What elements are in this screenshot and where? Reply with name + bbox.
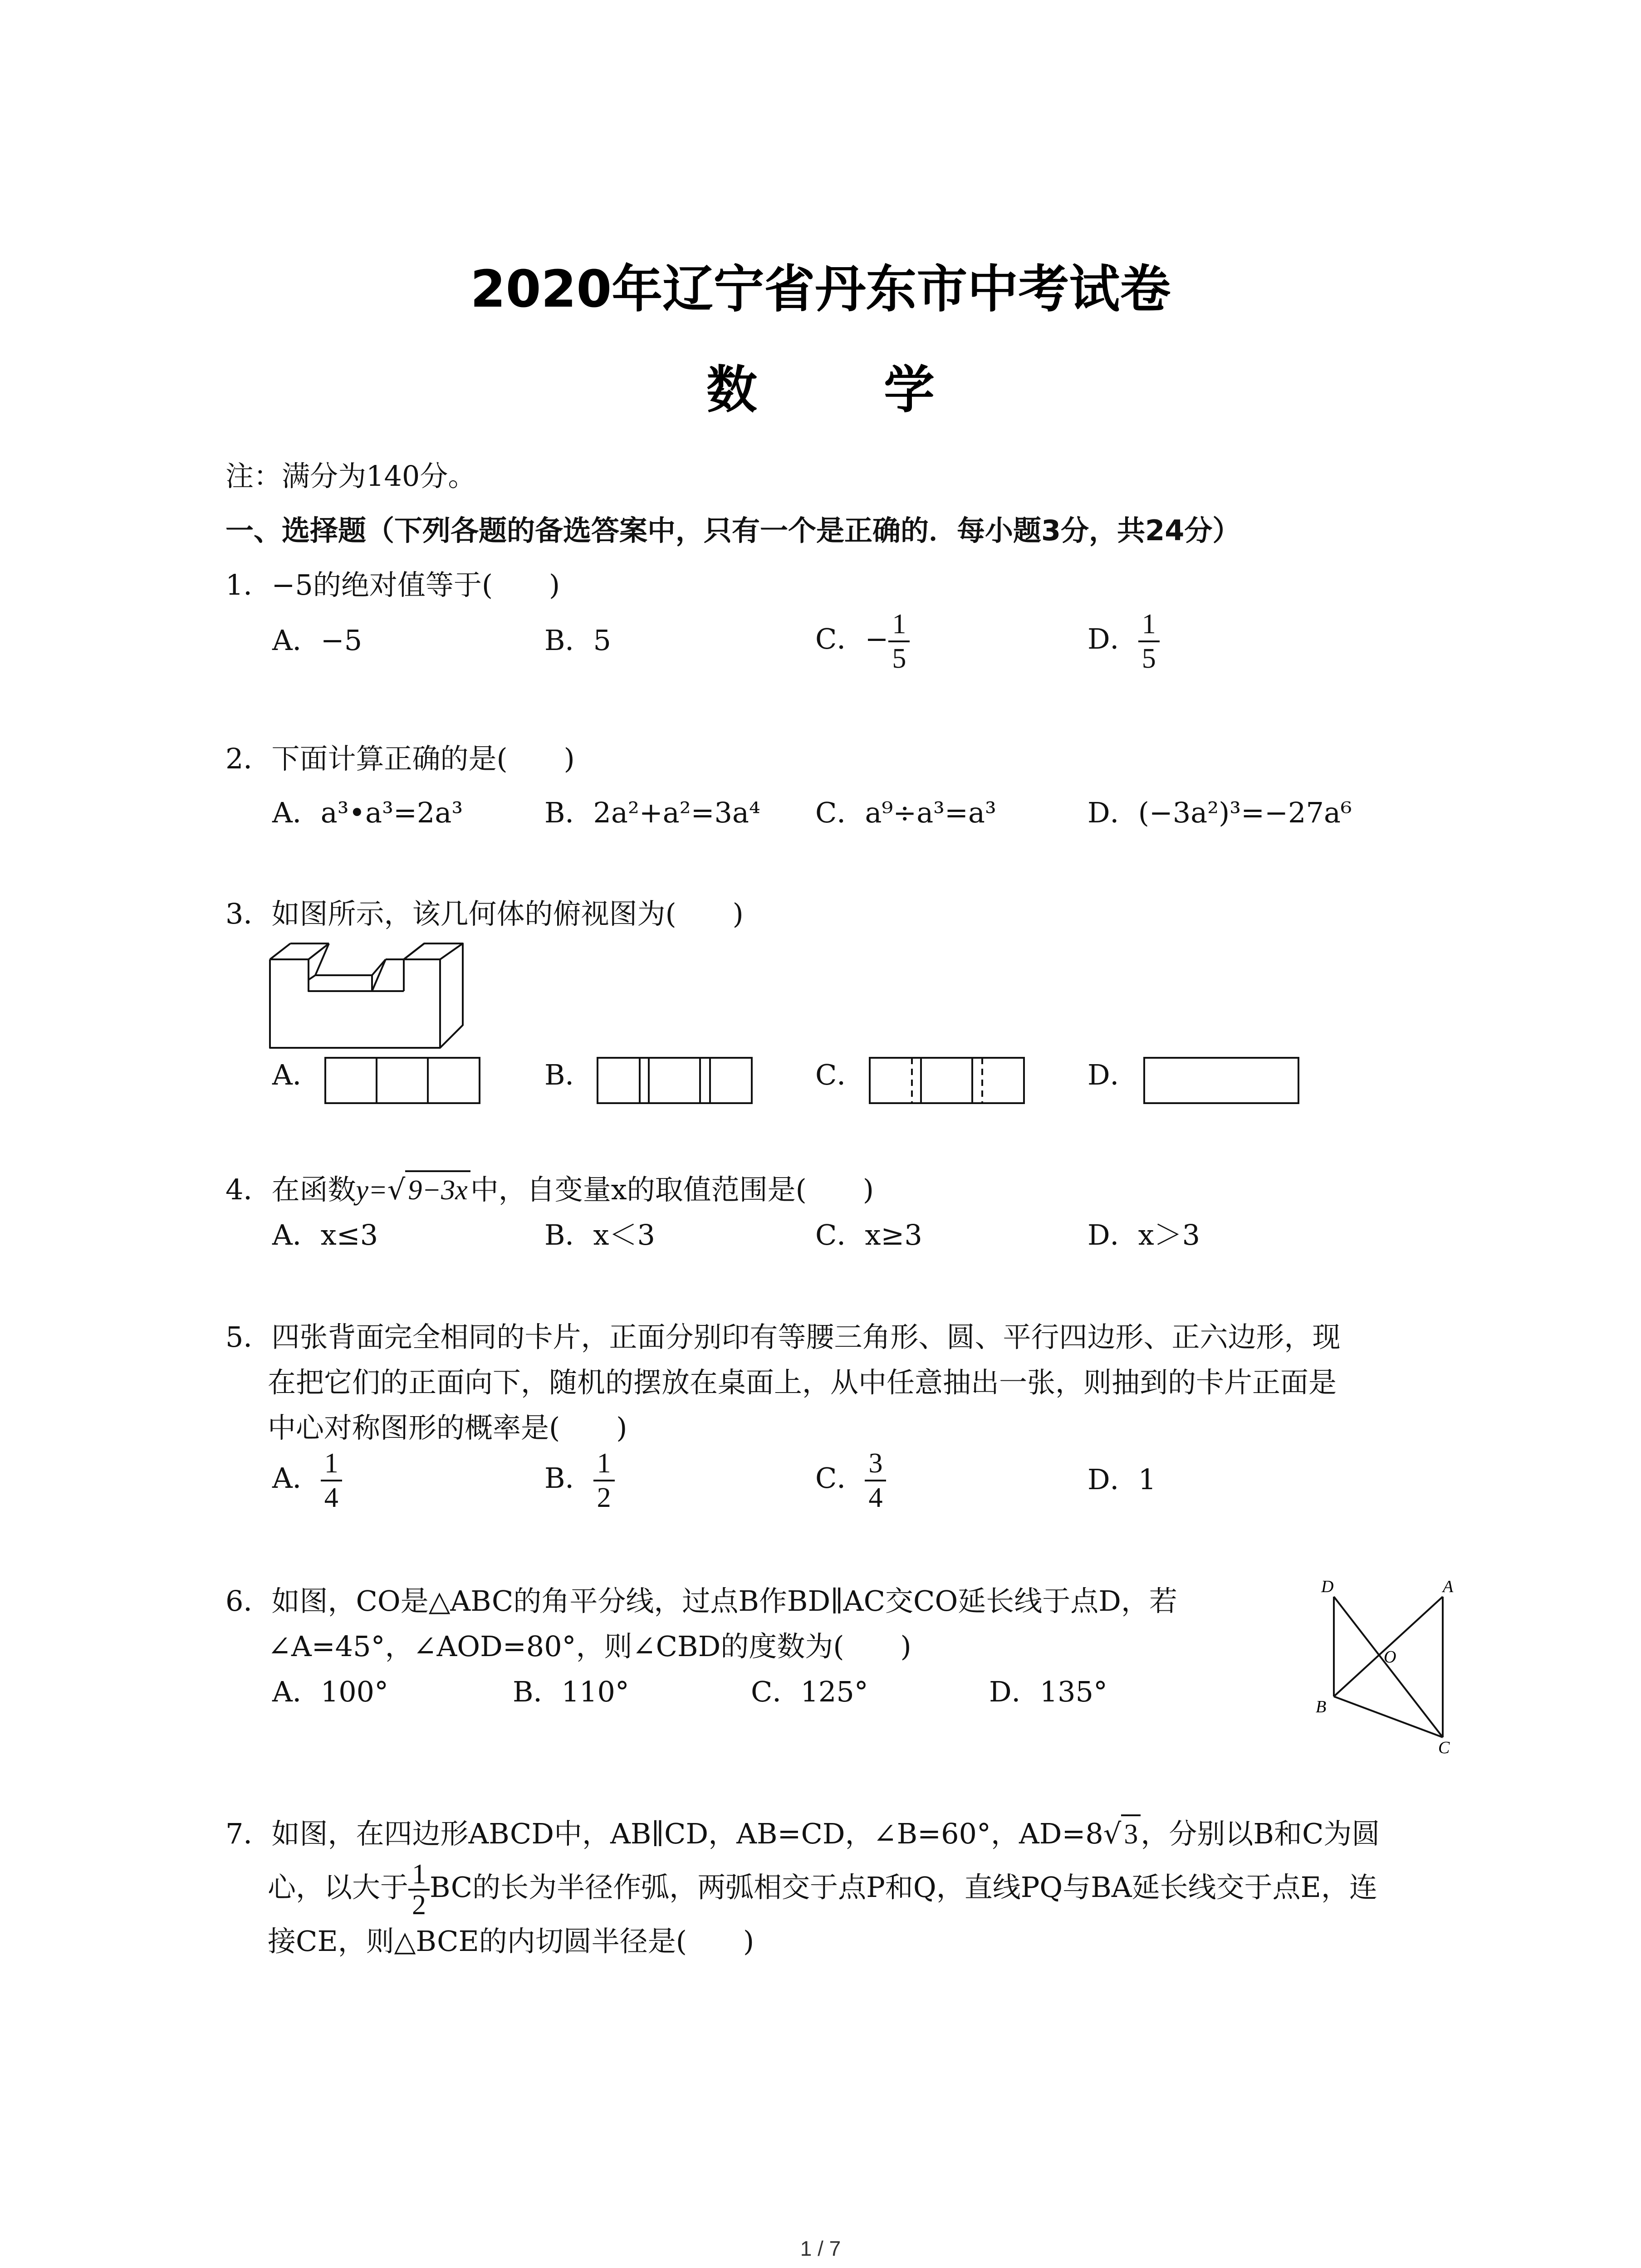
question-7-line-1 (225, 1814, 1380, 1853)
q1-option-a: A．−5 (272, 624, 362, 657)
q6-option-b: B．110° (513, 1675, 629, 1708)
q5-c-denominator: 4 (868, 1482, 883, 1513)
q1-option-b: B．5 (544, 624, 612, 657)
q1-d-denominator: 5 (1141, 643, 1156, 674)
q1-option-c-label: C．− (815, 622, 889, 656)
sqrt-symbol-icon: √ (387, 1173, 406, 1206)
q5-option-b-label: B． (544, 1461, 593, 1495)
q1-c-denominator: 5 (892, 643, 906, 674)
q7-line-2-prefix: 心，以大于 (268, 1871, 409, 1904)
q3-option-d: D． (1087, 1058, 1138, 1091)
q7-denominator: 2 (412, 1890, 426, 1921)
q6-label-a: A (1443, 1577, 1454, 1596)
q4-radicand: 9−3x (405, 1170, 470, 1208)
page-number: 1 / 7 (800, 2237, 841, 2260)
question-4-stem (225, 1170, 874, 1208)
q3-option-a: A． (272, 1058, 321, 1091)
question-3-stem: 3．如图所示，该几何体的俯视图为( ) (225, 897, 744, 930)
q6-label-o: O (1384, 1647, 1396, 1667)
q5-option-c-label: C． (815, 1461, 865, 1495)
q2-option-b: B．2a²+a²=3a⁴ (544, 796, 760, 829)
q1-option-d-label: D． (1087, 622, 1138, 656)
q4-option-a: A．x≤3 (272, 1218, 378, 1251)
q4-option-c: C．x≥3 (815, 1218, 922, 1251)
q1-d-numerator: 1 (1138, 608, 1160, 642)
q4-option-b: B．x＜3 (544, 1218, 655, 1251)
q2-option-a: A．a³•a³=2a³ (272, 796, 463, 829)
q4-stem-suffix: 中，自变量x的取值范围是( ) (470, 1173, 874, 1206)
q5-option-a (272, 1447, 342, 1514)
question-7-line-2 (268, 1860, 1377, 1920)
q5-option-c-fraction (865, 1447, 886, 1514)
q5-a-numerator: 1 (321, 1447, 342, 1481)
sqrt-symbol-icon: √ (1103, 1817, 1122, 1850)
section-heading: 一、选择题（下列各题的备选答案中，只有一个是正确的．每小题3分，共24分） (225, 514, 1241, 547)
question-6-line-2: ∠A=45°，∠AOD=80°，则∠CBD的度数为( ) (268, 1630, 911, 1663)
q1-option-d (1087, 608, 1160, 675)
q2-option-d: D．(−3a²)³=−27a⁶ (1087, 796, 1352, 829)
q5-option-a-fraction (321, 1447, 342, 1514)
q6-label-d: D (1321, 1577, 1334, 1596)
q1-option-d-fraction (1138, 608, 1160, 675)
q5-b-numerator: 1 (593, 1447, 615, 1481)
question-6-line-1: 6．如图，CO是△ABC的角平分线，过点B作BD∥AC交CO延长线于点D，若 (225, 1584, 1177, 1618)
question-2-stem: 2．下面计算正确的是( ) (225, 742, 575, 775)
q6-triangle-figure (1311, 1574, 1461, 1755)
q4-function-y: y= (356, 1175, 387, 1206)
q5-option-b-fraction (593, 1447, 615, 1514)
q5-option-a-label: A． (272, 1461, 321, 1495)
question-1-stem: 1．−5的绝对值等于( ) (225, 568, 560, 601)
q6-option-d: D．135° (989, 1675, 1108, 1708)
q1-option-c-fraction (888, 608, 910, 675)
page-subtitle: 数 学 (706, 361, 989, 420)
q7-half-fraction (408, 1860, 430, 1920)
q3-option-b: B． (544, 1058, 593, 1091)
question-7-line-3: 接CE，则△BCE的内切圆半径是( ) (268, 1925, 754, 1958)
q6-option-a: A．100° (272, 1675, 389, 1708)
q3-option-c: C． (815, 1058, 865, 1091)
score-note: 注：满分为140分。 (225, 459, 476, 493)
q7-numerator: 1 (408, 1860, 430, 1891)
q4-option-d: D．x＞3 (1087, 1218, 1200, 1251)
q3-option-d-figure (1143, 1057, 1300, 1105)
q6-label-b: B (1316, 1697, 1327, 1716)
q1-c-numerator: 1 (888, 608, 910, 642)
q5-option-c (815, 1447, 886, 1514)
q2-option-c: C．a⁹÷a³=a³ (815, 796, 996, 829)
q3-option-a-figure (324, 1057, 481, 1105)
q6-option-c: C．125° (751, 1675, 868, 1708)
q3-option-c-figure (869, 1057, 1025, 1105)
q5-option-d: D．1 (1087, 1463, 1156, 1496)
q7-radicand: 3 (1121, 1814, 1141, 1853)
question-5-line-3: 中心对称图形的概率是( ) (268, 1411, 627, 1444)
question-5-line-1: 5．四张背面完全相同的卡片，正面分别印有等腰三角形、圆、平行四边形、正六边形，现 (225, 1320, 1341, 1354)
q4-stem-prefix: 4．在函数 (225, 1173, 356, 1206)
question-5-line-2: 在把它们的正面向下，随机的摆放在桌面上，从中任意抽出一张，则抽到的卡片正面是 (268, 1366, 1337, 1399)
q7-line-1-prefix: 7．如图，在四边形ABCD中，AB∥CD，AB=CD，∠B=60°，AD=8 (225, 1817, 1103, 1850)
q3-solid-figure (268, 943, 472, 1052)
q3-option-b-figure (597, 1057, 753, 1105)
q5-c-numerator: 3 (865, 1447, 886, 1481)
q7-line-2-suffix: BC的长为半径作弧，两弧相交于点P和Q，直线PQ与BA延长线交于点E，连 (430, 1871, 1377, 1904)
q1-option-c (815, 608, 910, 675)
q7-line-1-suffix: ，分别以B和C为圆 (1141, 1817, 1380, 1850)
q5-option-b (544, 1447, 615, 1514)
q5-a-denominator: 4 (324, 1482, 338, 1513)
q5-b-denominator: 2 (597, 1482, 611, 1513)
q6-label-c: C (1438, 1738, 1450, 1757)
page-title: 2020年辽宁省丹东市中考试卷 (470, 260, 1171, 319)
